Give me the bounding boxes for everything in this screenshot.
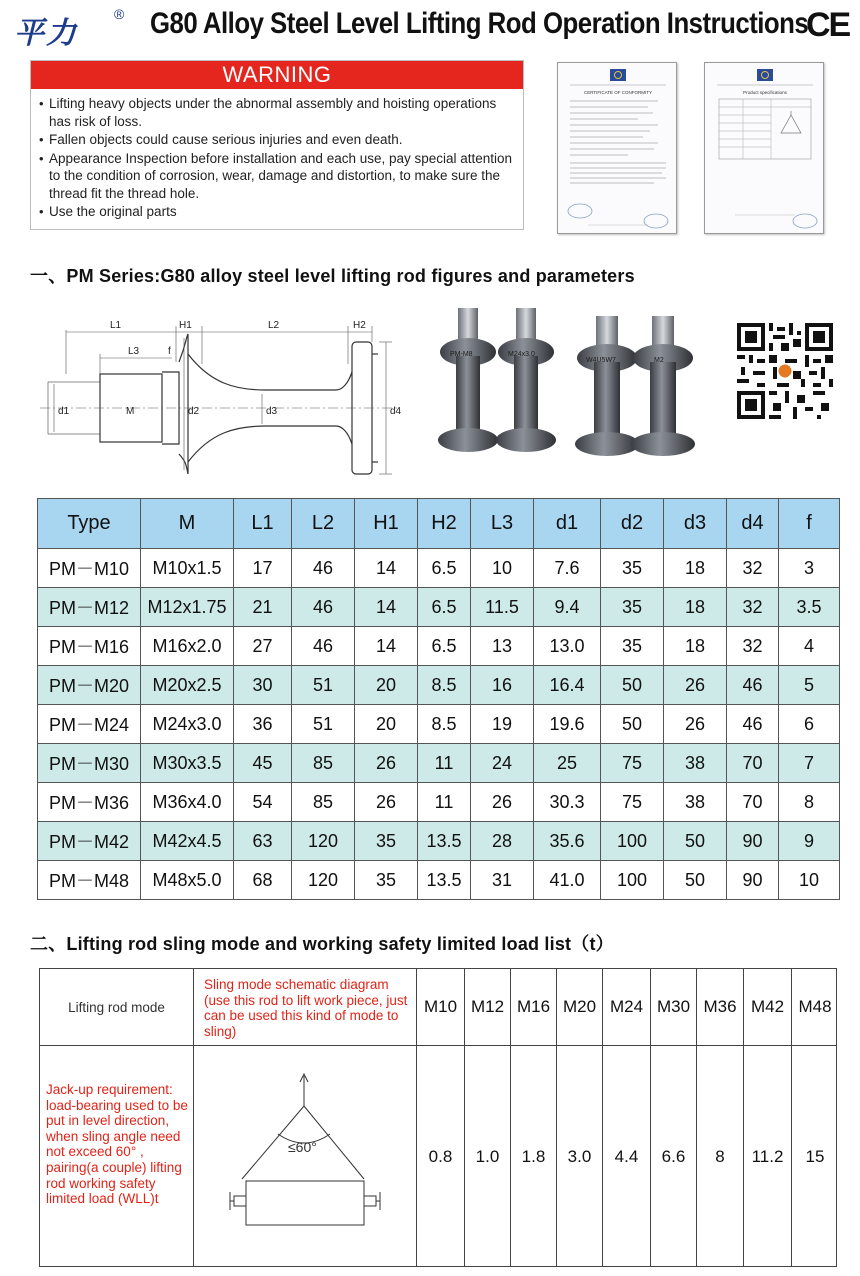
schematic-header: Sling mode schematic diagram (use this rod to lift work piece, just can be used this kind of mode to sling)	[194, 969, 417, 1045]
table-cell: M12x1.75	[141, 588, 234, 627]
load-table-header-row	[40, 969, 836, 1046]
column-header: d3	[664, 499, 727, 549]
warning-item: • Appearance Inspection before installation and each use, pay special attention to the condition of corrosion, wear, damage and distortion, to make sure the thread fit the thread hole.	[39, 150, 515, 203]
table-cell: 32	[727, 549, 779, 588]
table-cell: 85	[292, 783, 355, 822]
table-cell: M24x3.0	[141, 705, 234, 744]
table-cell: 46	[727, 666, 779, 705]
table-cell: PM－M48	[38, 861, 141, 900]
table-cell: 54	[234, 783, 292, 822]
table-cell: 27	[234, 627, 292, 666]
table-cell: 9	[779, 822, 840, 861]
table-cell: 100	[601, 822, 664, 861]
rod-marking: W4U5W7	[586, 357, 616, 364]
table-cell: PM－M16	[38, 627, 141, 666]
table-cell: 8.5	[418, 666, 471, 705]
page-title: G80 Alloy Steel Level Lifting Rod Operation Instructions	[150, 7, 809, 40]
jack-up-requirement: Jack-up requirement: load-bearing used to be put in level direction, when sling angle need not exceed 60° , pairing(a couple) lifting rod working safety limited load (WLL)t	[40, 1046, 194, 1267]
table-cell: 30.3	[534, 783, 601, 822]
table-cell: M16x2.0	[141, 627, 234, 666]
table-cell: 19.6	[534, 705, 601, 744]
qr-code	[737, 323, 833, 419]
table-row	[38, 588, 840, 627]
table-cell: 46	[292, 627, 355, 666]
certificate-image	[704, 62, 824, 234]
size-header: M16	[511, 969, 557, 1045]
certificate-image	[557, 62, 677, 234]
table-cell: 18	[664, 588, 727, 627]
dim-label-d3: d3	[266, 406, 278, 417]
table-cell: 17	[234, 549, 292, 588]
table-cell: 26	[355, 783, 418, 822]
dim-label-f: f	[168, 346, 171, 357]
table-cell: M48x5.0	[141, 861, 234, 900]
table-row	[38, 744, 840, 783]
size-header: M20	[557, 969, 603, 1045]
table-cell: PM－M36	[38, 783, 141, 822]
table-cell: M10x1.5	[141, 549, 234, 588]
column-header: M	[141, 499, 234, 549]
column-header: L2	[292, 499, 355, 549]
angle-label: ≤60°	[288, 1139, 317, 1155]
wll-value: 8	[697, 1046, 744, 1267]
table-cell: 4	[779, 627, 840, 666]
table-cell: 35	[355, 822, 418, 861]
table-cell: 90	[727, 822, 779, 861]
table-cell: 8.5	[418, 705, 471, 744]
table-cell: 50	[664, 861, 727, 900]
brand-logo: 平力	[14, 16, 78, 51]
table-cell: PM－M42	[38, 822, 141, 861]
table-cell: 75	[601, 744, 664, 783]
table-cell: 14	[355, 627, 418, 666]
table-cell: 46	[292, 549, 355, 588]
size-header: M42	[744, 969, 792, 1045]
table-cell: 35	[355, 861, 418, 900]
table-cell: 16	[471, 666, 534, 705]
size-header: M10	[417, 969, 465, 1045]
table-cell: 32	[727, 588, 779, 627]
table-cell: 90	[727, 861, 779, 900]
table-row	[38, 783, 840, 822]
parameters-table	[37, 498, 840, 900]
table-cell: 8	[779, 783, 840, 822]
table-cell: 68	[234, 861, 292, 900]
warning-heading: WARNING	[31, 61, 523, 89]
dim-label-h2: H2	[353, 320, 366, 331]
table-cell: PM－M10	[38, 549, 141, 588]
column-header: L3	[471, 499, 534, 549]
table-cell: 70	[727, 744, 779, 783]
load-table-row	[40, 1046, 836, 1267]
table-cell: 51	[292, 666, 355, 705]
load-table	[39, 968, 837, 1267]
table-cell: 7	[779, 744, 840, 783]
table-cell: 6	[779, 705, 840, 744]
table-cell: 75	[601, 783, 664, 822]
table-cell: 9.4	[534, 588, 601, 627]
table-cell: PM－M24	[38, 705, 141, 744]
table-cell: 10	[779, 861, 840, 900]
mode-header: Lifting rod mode	[68, 999, 165, 1015]
table-cell: 36	[234, 705, 292, 744]
ce-mark: CE	[806, 6, 850, 44]
dim-label-h1: H1	[179, 320, 192, 331]
table-cell: 3	[779, 549, 840, 588]
column-header: d2	[601, 499, 664, 549]
rod-marking: PM-M8	[450, 351, 473, 358]
table-cell: 25	[534, 744, 601, 783]
table-cell: 35	[601, 549, 664, 588]
dim-label-l1: L1	[110, 320, 122, 331]
size-header: M12	[465, 969, 511, 1045]
table-cell: 26	[664, 705, 727, 744]
table-cell: 24	[471, 744, 534, 783]
table-cell: 7.6	[534, 549, 601, 588]
table-cell: PM－M20	[38, 666, 141, 705]
table-cell: 10	[471, 549, 534, 588]
table-cell: 50	[664, 822, 727, 861]
table-cell: 6.5	[418, 549, 471, 588]
table-cell: M36x4.0	[141, 783, 234, 822]
table-cell: 13	[471, 627, 534, 666]
wll-value: 1.8	[511, 1046, 557, 1267]
wll-value: 4.4	[603, 1046, 651, 1267]
sling-diagram	[194, 1046, 417, 1267]
table-cell: 19	[471, 705, 534, 744]
certificate-heading: CERTIFICATE OF CONFORMITY	[583, 90, 653, 95]
column-header: H2	[418, 499, 471, 549]
table-cell: 30	[234, 666, 292, 705]
table-cell: 70	[727, 783, 779, 822]
table-cell: 35	[601, 627, 664, 666]
table-cell: 120	[292, 822, 355, 861]
warning-list	[31, 89, 523, 221]
table-cell: 26	[471, 783, 534, 822]
dim-label-l3: L3	[128, 346, 140, 357]
table-cell: 45	[234, 744, 292, 783]
table-cell: 18	[664, 627, 727, 666]
warning-item: • Lifting heavy objects under the abnormal assembly and hoisting operations has risk of loss.	[39, 95, 515, 130]
wll-value: 6.6	[651, 1046, 697, 1267]
table-cell: 100	[601, 861, 664, 900]
wll-value: 0.8	[417, 1046, 465, 1267]
table-cell: 50	[601, 666, 664, 705]
dim-label-d2: d2	[188, 406, 200, 417]
table-cell: 14	[355, 588, 418, 627]
table-cell: 28	[471, 822, 534, 861]
technical-drawing	[36, 314, 406, 484]
table-row	[38, 549, 840, 588]
warning-item: • Fallen objects could cause serious injuries and even death.	[39, 131, 515, 149]
table-cell: M20x2.5	[141, 666, 234, 705]
table-cell: 31	[471, 861, 534, 900]
table-cell: 16.4	[534, 666, 601, 705]
table-cell: 46	[727, 705, 779, 744]
table-cell: 35	[601, 588, 664, 627]
table-row	[38, 861, 840, 900]
table-row	[38, 666, 840, 705]
section-title: 一、PM Series:G80 alloy steel level lifting rod figures and parameters	[30, 266, 635, 286]
warning-item: • Use the original parts	[39, 203, 515, 221]
table-cell: 20	[355, 666, 418, 705]
dim-label-d4: d4	[390, 406, 402, 417]
table-cell: 13.5	[418, 822, 471, 861]
table-cell: 6.5	[418, 588, 471, 627]
size-header: M48	[798, 997, 832, 1016]
table-cell: 26	[355, 744, 418, 783]
table-row	[38, 705, 840, 744]
table-cell: 11.5	[471, 588, 534, 627]
wll-value: 1.0	[465, 1046, 511, 1267]
table-cell: 120	[292, 861, 355, 900]
wll-value: 11.2	[744, 1046, 792, 1267]
column-header: d1	[534, 499, 601, 549]
table-cell: 46	[292, 588, 355, 627]
table-cell: 26	[664, 666, 727, 705]
warning-box	[30, 60, 524, 230]
table-cell: 41.0	[534, 861, 601, 900]
table-header-row	[38, 499, 840, 549]
dim-label-d1: d1	[58, 406, 70, 417]
registered-mark: ®	[114, 6, 125, 22]
table-cell: M30x3.5	[141, 744, 234, 783]
table-cell: 13.5	[418, 861, 471, 900]
size-header: M30	[651, 969, 697, 1045]
wll-value: 15	[805, 1146, 825, 1166]
table-row	[38, 822, 840, 861]
rod-marking: M24x3.0	[508, 351, 535, 358]
rod-marking: M2	[654, 357, 664, 364]
table-cell: 13.0	[534, 627, 601, 666]
table-cell: 11	[418, 783, 471, 822]
table-cell: PM－M30	[38, 744, 141, 783]
table-cell: M42x4.5	[141, 822, 234, 861]
mode-header-cell	[40, 969, 194, 1045]
certificate-heading: Product specifications	[743, 90, 787, 95]
table-cell: 6.5	[418, 627, 471, 666]
table-cell: 38	[664, 783, 727, 822]
table-cell: 11	[418, 744, 471, 783]
column-header: d4	[727, 499, 779, 549]
table-cell: 51	[292, 705, 355, 744]
product-photo	[428, 300, 714, 470]
table-cell: 35.6	[534, 822, 601, 861]
column-header: L1	[234, 499, 292, 549]
table-cell: 3.5	[779, 588, 840, 627]
table-cell: 5	[779, 666, 840, 705]
table-cell: 38	[664, 744, 727, 783]
table-cell: 63	[234, 822, 292, 861]
size-header: M24	[603, 969, 651, 1045]
dim-label-l2: L2	[268, 320, 280, 331]
column-header: H1	[355, 499, 418, 549]
table-row	[38, 627, 840, 666]
wll-value: 3.0	[557, 1046, 603, 1267]
table-cell: 85	[292, 744, 355, 783]
size-header: M36	[697, 969, 744, 1045]
table-cell: 20	[355, 705, 418, 744]
table-cell: 32	[727, 627, 779, 666]
dim-label-m: M	[126, 406, 135, 417]
table-cell: 18	[664, 549, 727, 588]
table-cell: 14	[355, 549, 418, 588]
table-cell: PM－M12	[38, 588, 141, 627]
column-header: f	[779, 499, 840, 549]
table-cell: 50	[601, 705, 664, 744]
section-title: 二、Lifting rod sling mode and working safety limited load list（t）	[30, 934, 614, 954]
page-header	[0, 0, 860, 52]
column-header: Type	[38, 499, 141, 549]
table-cell: 21	[234, 588, 292, 627]
